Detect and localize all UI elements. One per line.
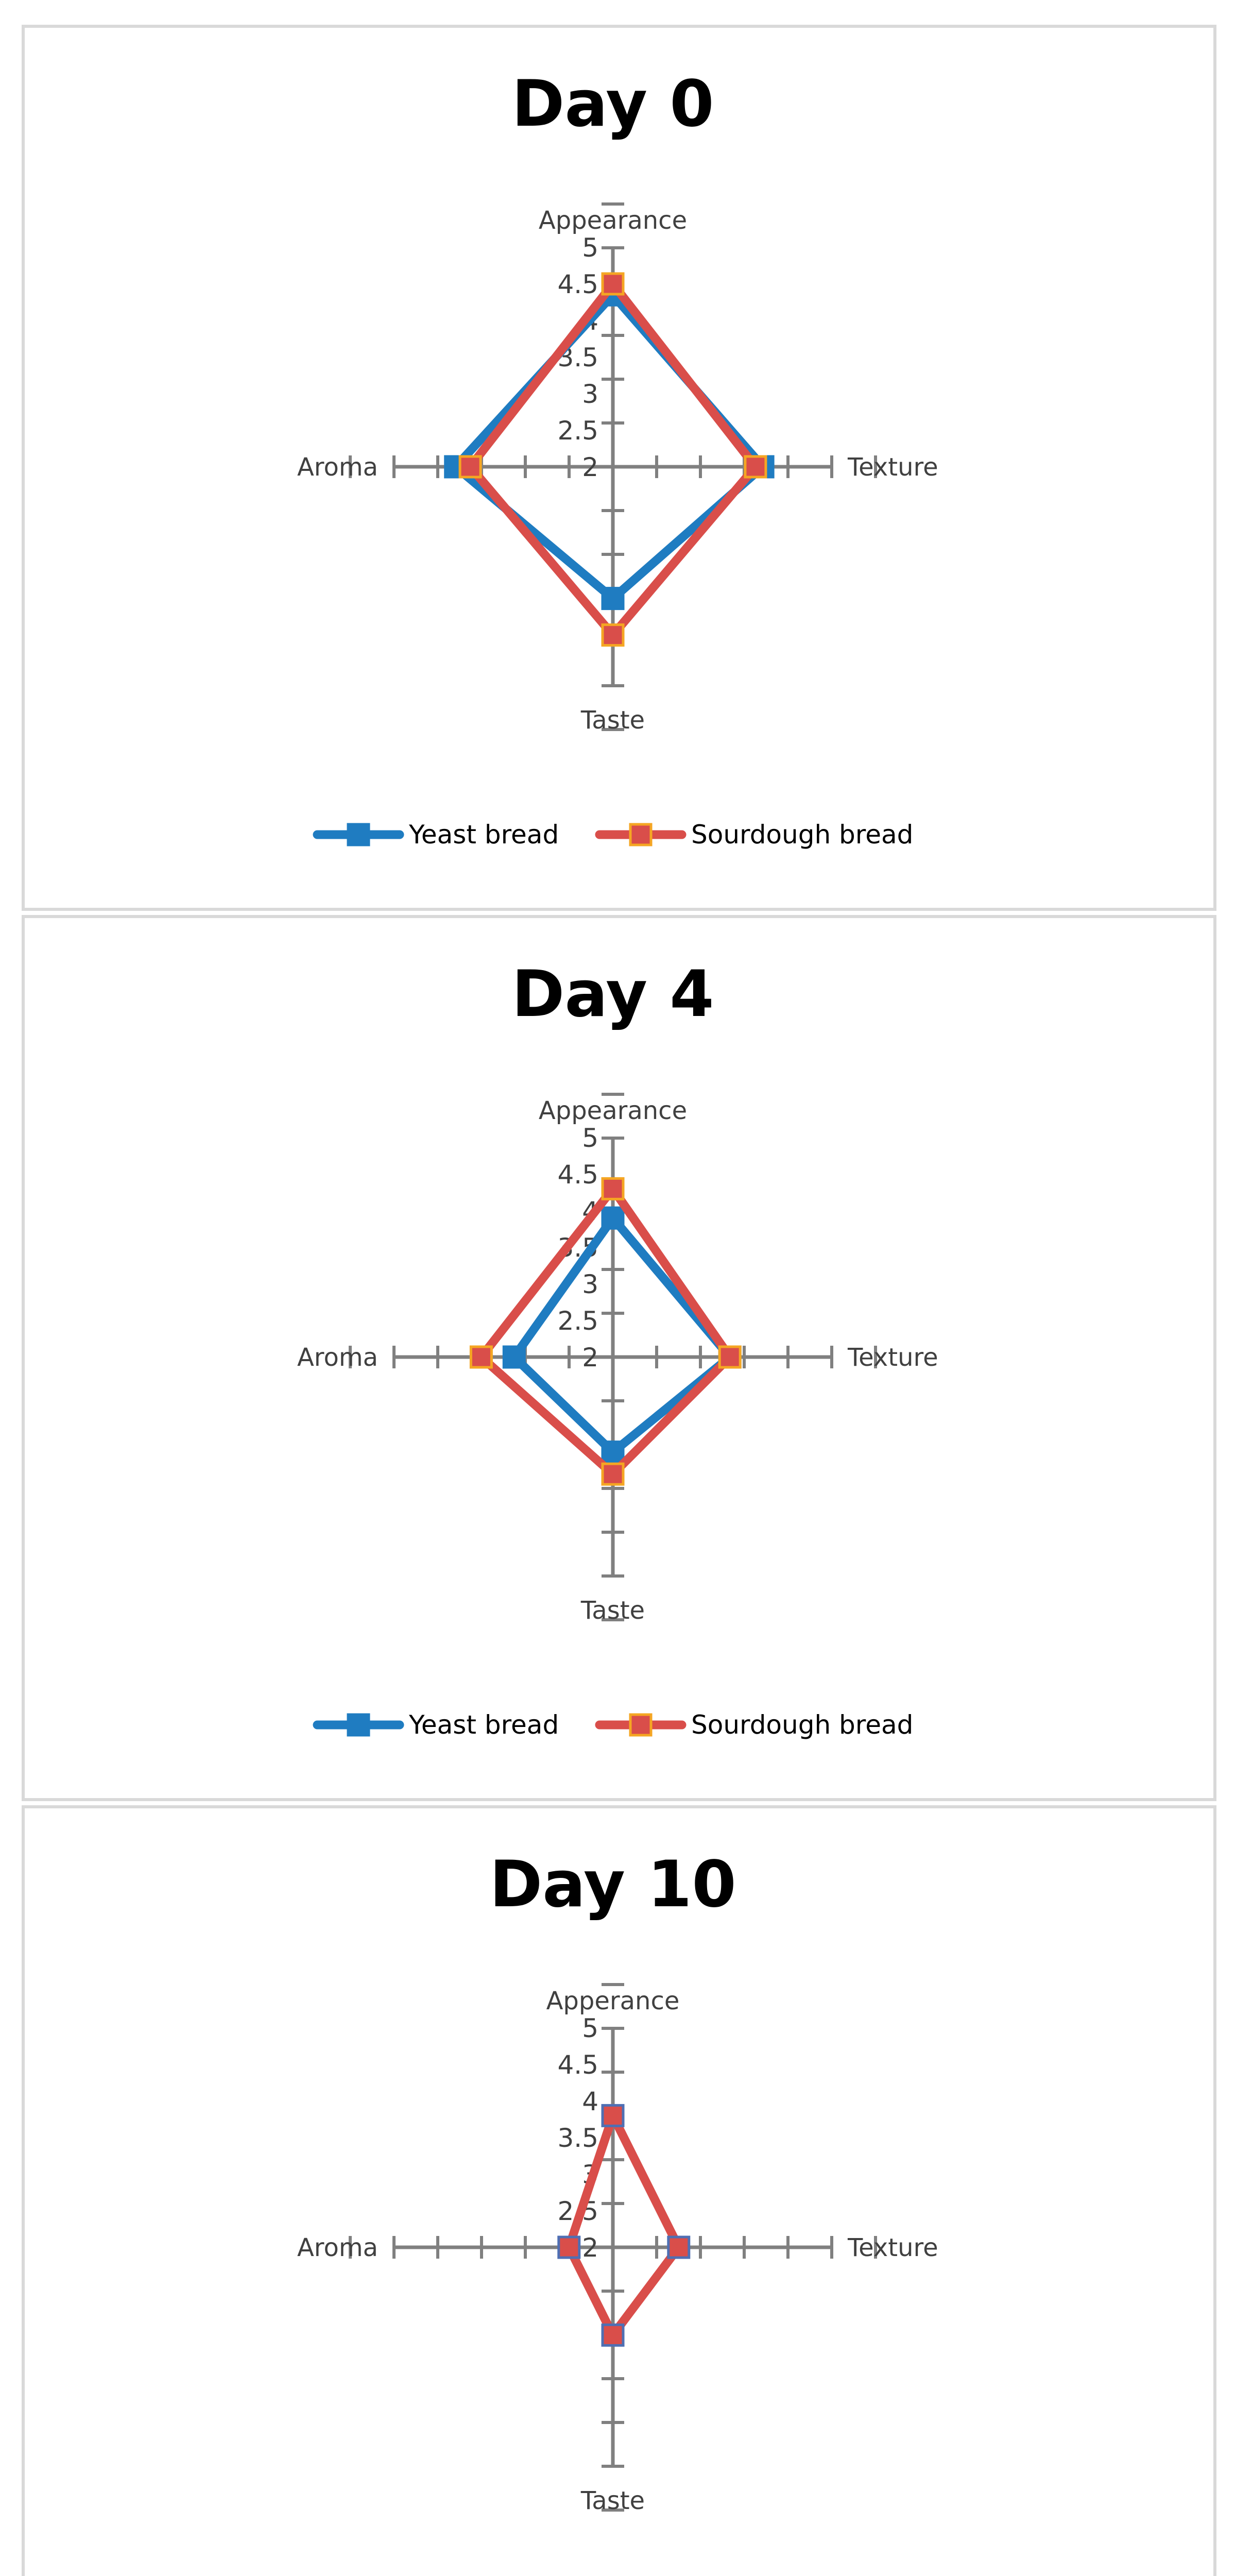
data-point-marker — [745, 456, 766, 477]
data-point-marker — [471, 1347, 491, 1367]
radar-chart-day-4 — [25, 918, 1213, 1798]
tick-label: 2 — [582, 452, 598, 482]
tick-label: 2.5 — [557, 1306, 598, 1336]
data-point-marker — [603, 1442, 623, 1463]
chart-panel-day-10 — [22, 1805, 1216, 2576]
radar-axes — [350, 1985, 876, 2510]
legend-marker-swatch — [348, 1715, 369, 1735]
tick-label: 3 — [582, 1269, 598, 1299]
data-point-marker — [603, 625, 623, 646]
tick-label: 4 — [582, 306, 598, 336]
data-point-marker — [603, 1208, 623, 1228]
legend-label: Sourdough bread — [691, 820, 914, 850]
axis-label-aroma: Aroma — [297, 1343, 378, 1372]
tick-label: 2.5 — [557, 2196, 598, 2226]
axis-label-taste: Taste — [580, 706, 645, 735]
tick-label: 2.5 — [557, 416, 598, 446]
data-point-marker — [603, 274, 623, 294]
tick-label: 3.5 — [557, 2123, 598, 2153]
tick-label: 4.5 — [557, 1160, 598, 1190]
data-point-marker — [719, 1347, 740, 1367]
axis-label-texture: Texture — [848, 1343, 938, 1372]
legend-item-yeast-bread — [317, 820, 559, 850]
axis-label-texture: Texture — [848, 2233, 938, 2262]
tick-label: 2 — [582, 1343, 598, 1372]
legend-label: Yeast bread — [409, 820, 559, 850]
chart-title: Day 10 — [489, 1848, 736, 1922]
legend-label: Yeast bread — [409, 1710, 559, 1740]
data-point-marker — [668, 2237, 689, 2258]
data-point-marker — [504, 1347, 524, 1367]
axis-label-aroma: Aroma — [297, 2233, 378, 2262]
tick-label: 4.5 — [557, 2050, 598, 2080]
chart-panel-day-4 — [22, 915, 1216, 1801]
data-point-marker — [603, 1464, 623, 1484]
legend-label: Sourdough bread — [691, 1710, 914, 1740]
chart-title: Day 0 — [511, 67, 714, 141]
legend-item-sourdough-bread — [599, 820, 913, 850]
data-point-marker — [603, 2105, 623, 2126]
tick-label: 3.5 — [557, 343, 598, 372]
tick-label: 3 — [582, 2160, 598, 2190]
legend-marker-swatch — [630, 824, 651, 845]
legend-item-yeast-bread — [317, 1710, 559, 1740]
axis-label-taste: Taste — [580, 1596, 645, 1625]
radar-chart-day-0 — [25, 28, 1213, 908]
tick-label: 5 — [582, 1123, 598, 1153]
axis-label-appearance: Appearance — [538, 206, 688, 235]
chart-title: Day 4 — [511, 957, 714, 1031]
data-point-marker — [460, 456, 481, 477]
legend-marker-swatch — [630, 1715, 651, 1735]
tick-label: 3.5 — [557, 1233, 598, 1263]
legend-item-sourdough-bread — [599, 1710, 913, 1740]
chart-panel-day-0 — [22, 25, 1216, 911]
axis-label-apperance: Apperance — [546, 1987, 680, 2015]
chart-legend — [317, 820, 913, 850]
legend-marker-swatch — [348, 824, 369, 845]
data-point-marker — [603, 588, 623, 609]
data-point-marker — [559, 2237, 579, 2258]
tick-label: 3 — [582, 379, 598, 409]
tick-label: 2 — [582, 2233, 598, 2263]
data-point-marker — [603, 2325, 623, 2345]
chart-legend — [317, 1710, 913, 1740]
tick-label: 4 — [582, 1196, 598, 1226]
axis-label-aroma: Aroma — [297, 453, 378, 482]
tick-label: 4.5 — [557, 269, 598, 299]
radar-axes — [350, 1094, 876, 1620]
axis-label-texture: Texture — [848, 453, 938, 482]
tick-label: 5 — [582, 233, 598, 263]
data-point-marker — [603, 1178, 623, 1199]
axis-label-taste: Taste — [580, 2486, 645, 2515]
radar-chart-day-10 — [25, 1808, 1213, 2576]
tick-label: 4 — [582, 2087, 598, 2116]
axis-label-appearance: Appearance — [538, 1096, 688, 1125]
tick-label: 5 — [582, 2013, 598, 2043]
